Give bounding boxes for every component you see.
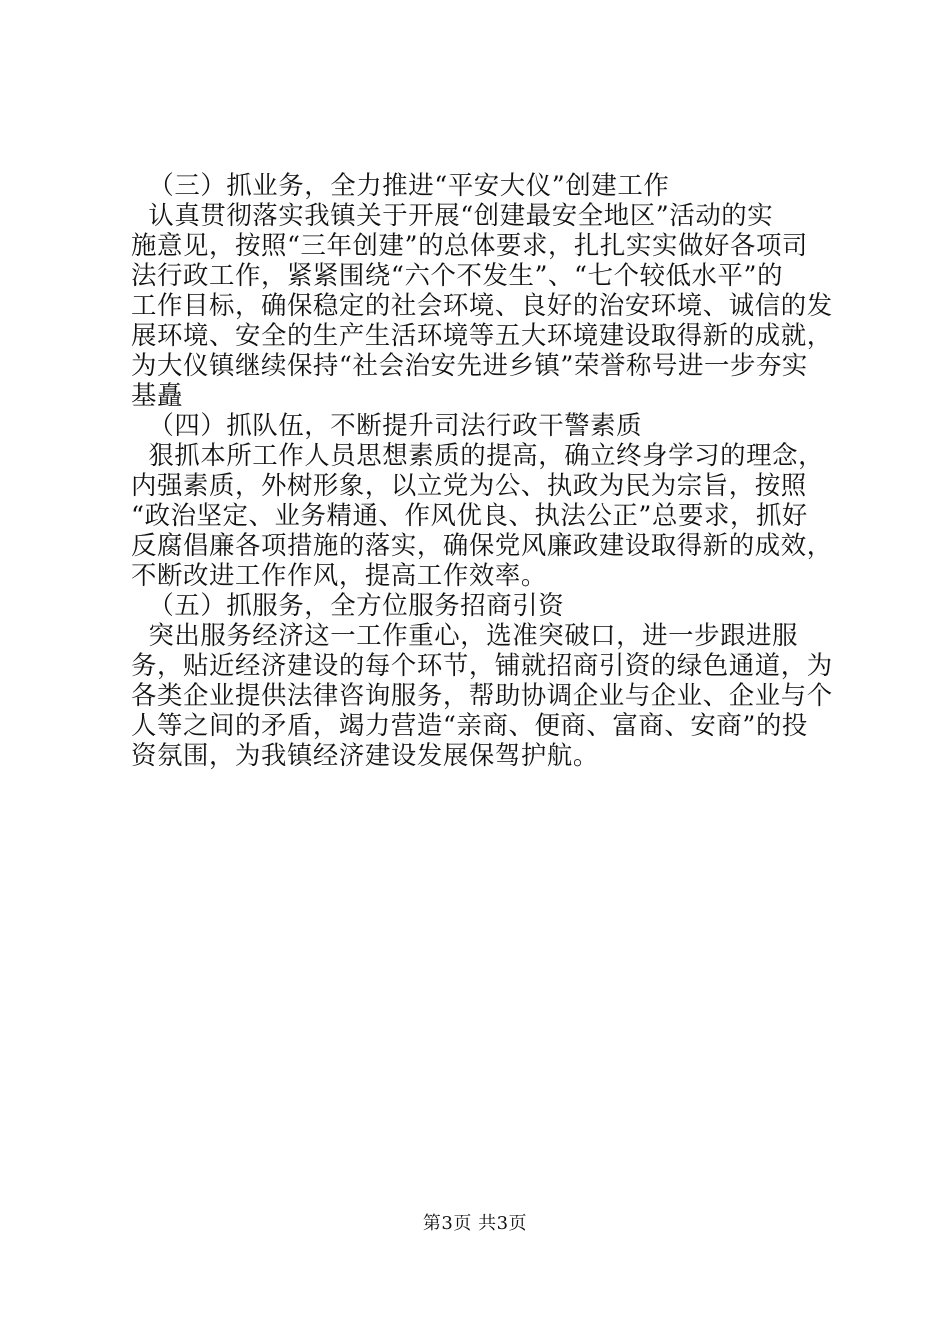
text-line: 不断改进工作作风，提高工作效率。 xyxy=(131,560,547,590)
text-line: 资氛围，为我镇经济建设发展保驾护航。 xyxy=(131,740,599,770)
text-line: （四）抓队伍，不断提升司法行政干警素质 xyxy=(131,410,643,440)
text-line: 人等之间的矛盾，竭力营造“亲商、便商、富商、安商”的投 xyxy=(131,710,808,740)
text-line: 认真贯彻落实我镇关于开展“创建最安全地区”活动的实 xyxy=(131,200,774,230)
text-line: 狠抓本所工作人员思想素质的提高，确立终身学习的理念， xyxy=(131,440,825,470)
text-line: 展环境、安全的生产生活环境等五大环境建设取得新的成就， xyxy=(131,320,833,350)
text-line: （三）抓业务，全力推进“平安大仪”创建工作 xyxy=(131,170,670,200)
text-line: 突出服务经济这一工作重心，选准突破口，进一步跟进服 xyxy=(131,620,799,650)
page-number-footer: 第3页 共3页 xyxy=(422,1213,528,1234)
text-line: 务，贴近经济建设的每个环节，铺就招商引资的绿色通道，为 xyxy=(131,650,833,680)
text-line: 各类企业提供法律咨询服务，帮助协调企业与企业、企业与个 xyxy=(131,680,833,710)
text-line: （五）抓服务，全方位服务招商引资 xyxy=(131,590,565,620)
text-line: 反腐倡廉各项措施的落实，确保党风廉政建设取得新的成效， xyxy=(131,530,833,560)
text-line: 内强素质，外树形象，以立党为公、执政为民为宗旨，按照 xyxy=(131,470,807,500)
text-line: “政治坚定、业务精通、作风优良、执法公正”总要求，抓好 xyxy=(131,500,808,530)
text-line: 基矗 xyxy=(131,380,183,410)
text-line: 法行政工作，紧紧围绕“六个不发生”、“七个较低水平”的 xyxy=(131,260,784,290)
text-line: 为大仪镇继续保持“社会治安先进乡镇”荣誉称号进一步夯实 xyxy=(131,350,808,380)
document-body xyxy=(131,170,831,770)
text-line: 工作目标，确保稳定的社会环境、良好的治安环境、诚信的发 xyxy=(131,290,833,320)
text-line: 施意见，按照“三年创建”的总体要求，扎扎实实做好各项司 xyxy=(131,230,808,260)
